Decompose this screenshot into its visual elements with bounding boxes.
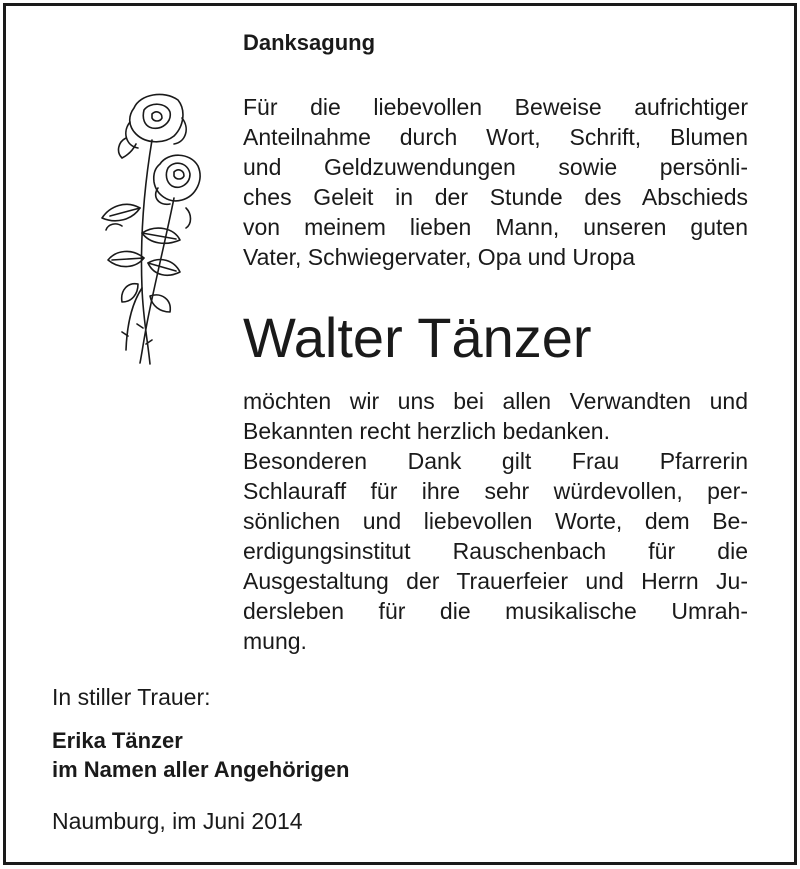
intro-line: Vater, Schwiegervater, Opa und Uropa (243, 244, 636, 270)
body-line: Besonderen Dank gilt Frau Pfarrerin (243, 448, 748, 474)
body-line: sönlichen und liebevollen Worte, dem Be- (243, 508, 748, 534)
signatory-name: Erika Tänzer (52, 728, 183, 753)
heading-danksagung: Danksagung (243, 30, 376, 55)
signatory-note: im Namen aller Angehörigen (52, 757, 350, 782)
body-line: Bekannten recht herzlich bedanken. (243, 418, 610, 444)
intro-line: ches Geleit in der Stunde des Abschieds (243, 184, 748, 210)
intro-line: und Geldzuwendungen sowie persönli- (243, 154, 748, 180)
place-date: Naumburg, im Juni 2014 (52, 808, 303, 834)
body-line: mung. (243, 628, 307, 654)
intro-line: von meinem lieben Mann, unseren guten (243, 214, 748, 240)
body-line: erdigungsinstitut Rauschenbach für die (243, 538, 748, 564)
body-line: möchten wir uns bei allen Verwandten und (243, 388, 748, 414)
intro-line: Anteilnahme durch Wort, Schrift, Blumen (243, 124, 748, 150)
rose-illustration (82, 88, 208, 370)
body-line: Ausgestaltung der Trauerfeier und Herrn Ju- (243, 568, 748, 594)
intro-line: Für die liebevollen Beweise aufrichtiger (243, 94, 748, 120)
mourning-label: In stiller Trauer: (52, 684, 211, 710)
body-line: dersleben für die musikalische Umrah- (243, 598, 748, 624)
body-line: Schlauraff für ihre sehr würdevollen, per- (243, 478, 748, 504)
deceased-name: Walter Tänzer (243, 306, 592, 369)
